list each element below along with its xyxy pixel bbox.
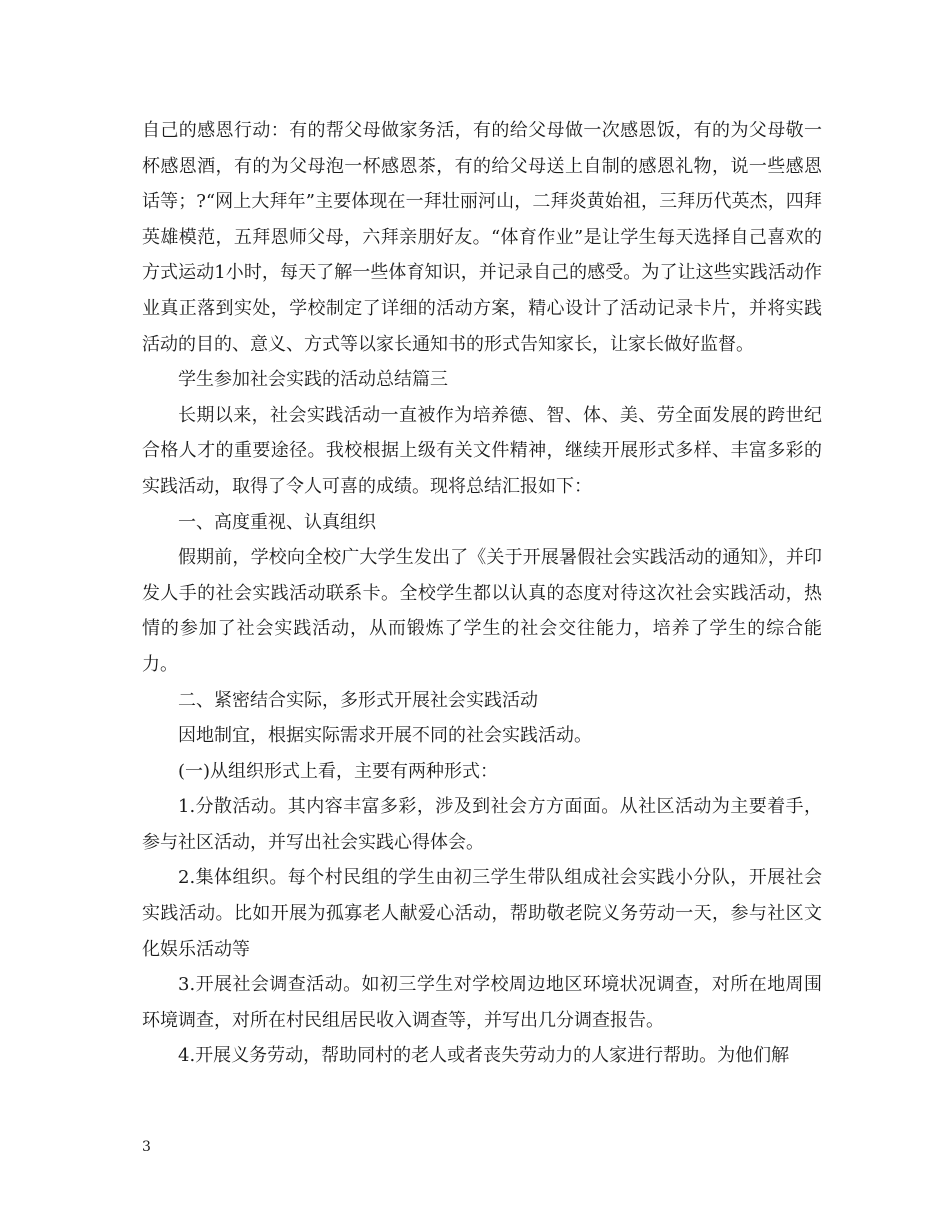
heading-two: 二、紧密结合实际，多形式开展社会实践活动 <box>178 689 538 711</box>
list-item-3: 3.开展社会调查活动。如初三学生对学校周边地区环境状况调查，对所在地周围环境调查，对所在村民组居民收入调查等，并写出几分调查报告。 <box>142 974 822 1031</box>
list-item-1: 1.分散活动。其内容丰富多彩，涉及到社会方方面面。从社区活动为主要着手，参与社区活动，并写出社会实践心得体会。 <box>142 796 822 853</box>
list-item-2: 2.集体组织。每个村民组的学生由初三学生带队组成社会实践小分队，开展社会实践活动。比如开展为孤寡老人献爱心活动，帮助敬老院义务劳动一天，参与社区文化娱乐活动等 <box>142 867 822 960</box>
document-body <box>142 113 822 1074</box>
paragraph-continued-gratitude-actions: 自己的感恩行动：有的帮父母做家务活，有的给父母做一次感恩饭，有的为父母敬一杯感恩酒，有的为父母泡一杯感恩茶，有的给父母送上自制的感恩礼物，说一些感恩话等；?“网上大拜年”主要体现在一拜壮丽河山，二拜炎黄始祖，三拜历代英杰，四拜英雄模范，五拜恩师父母，六拜亲朋好友。“体育作业”是让学生每天选择自己喜欢的方式运动1小时，每天了解一些体育知识，并记录自己的感受。为了让这些实践活动作业真正落到实处，学校制定了详细的活动方案，精心设计了活动记录卡片，并将实践活动的目的、意义、方式等以家长通知书的形式告知家长，让家长做好监督。 <box>142 120 822 355</box>
paragraph-before-holiday: 假期前，学校向全校广大学生发出了《关于开展暑假社会实践活动的通知》，并印发人手的社会实践活动联系卡。全校学生都以认真的态度对待这次社会实践活动，热情的参加了社会实践活动，从而锻炼了学生的社会交往能力，培养了学生的综合能力。 <box>142 547 822 675</box>
paragraph-local-conditions: 因地制宜，根据实际需求开展不同的社会实践活动。 <box>178 725 592 747</box>
subheading-organization-forms: (一)从组织形式上看，主要有两种形式： <box>178 760 499 782</box>
list-item-4: 4.开展义务劳动，帮助同村的老人或者丧失劳动力的人家进行帮助。为他们解 <box>178 1045 790 1067</box>
paragraph-intro: 长期以来，社会实践活动一直被作为培养德、智、体、美、劳全面发展的跨世纪合格人才的重要途径。我校根据上级有关文件精神，继续开展形式多样、丰富多彩的实践活动，取得了令人可喜的成绩。现将总结汇报如下： <box>142 404 822 497</box>
page-number: 3 <box>142 1139 151 1155</box>
section-heading-part-three: 学生参加社会实践的活动总结篇三 <box>178 369 448 391</box>
heading-one: 一、高度重视、认真组织 <box>178 511 376 533</box>
